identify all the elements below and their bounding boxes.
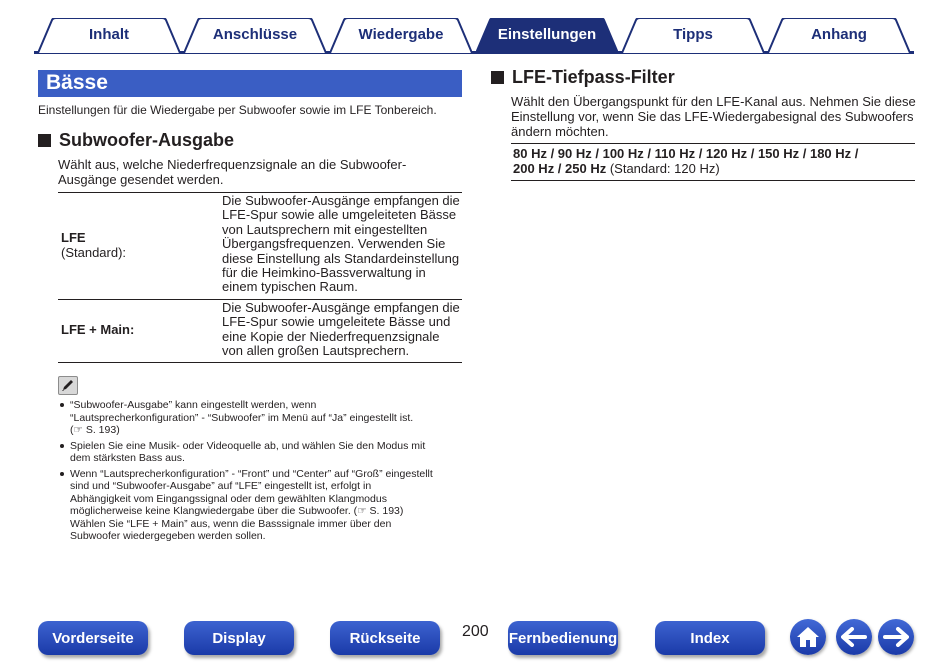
home-icon — [795, 625, 821, 649]
option-value — [222, 193, 462, 299]
tab-label: Inhalt — [89, 26, 129, 43]
desc-line: Einstellung vor, wenn Sie das LFE-Wiedergabesignal des Subwoofers — [511, 109, 914, 124]
lfe-filter-description — [511, 94, 916, 139]
pointing-hand-icon: ☞ — [357, 505, 367, 517]
tab-label: Tipps — [673, 26, 713, 43]
lfe-filter-heading — [491, 67, 675, 88]
option-line: eine Kopie der Niederfrequenzsignale — [222, 328, 440, 344]
page-reference[interactable]: S. 193) — [369, 505, 404, 517]
front-panel-button[interactable] — [38, 621, 148, 655]
square-bullet-icon — [491, 71, 504, 84]
option-key — [61, 230, 126, 260]
note-line: Wenn “Lautsprecherkonfiguration” - “Front” und “Center” auf “Groß” eingestellt — [70, 467, 433, 480]
note-item — [58, 468, 468, 543]
note-line: Abhängigkeit vom Eingangssignal oder dem gewählten Klangmodus — [70, 492, 387, 505]
note-item — [58, 440, 468, 465]
note-item — [58, 399, 468, 437]
tab-anschluesse[interactable] — [184, 18, 326, 51]
option-key-note: (Standard): — [61, 245, 127, 260]
section-intro: Einstellungen für die Wiedergabe per Subwoofer sowie im LFE Tonbereich. — [38, 103, 437, 117]
values-line: 200 Hz / 250 Hz — [513, 161, 607, 176]
display-button[interactable] — [184, 621, 294, 655]
tab-inhalt[interactable] — [38, 18, 180, 51]
index-button[interactable] — [655, 621, 765, 655]
subwoofer-heading-text: Subwoofer-Ausgabe — [59, 130, 235, 150]
option-line: LFE-Spur sowie umgeleitete Bässe und — [222, 314, 451, 330]
option-key — [61, 322, 134, 337]
note-line: Spielen Sie eine Musik- oder Videoquelle ab, und wählen Sie den Modus mit — [70, 439, 426, 452]
values-line: 80 Hz / 90 Hz / 100 Hz / 110 Hz / 120 Hz / 150 Hz / 180 Hz / — [513, 146, 859, 161]
section-title-bar — [38, 70, 462, 97]
note-line: sind und “Subwoofer-Ausgabe” auf “LFE” eingestellt ist, erfolgt in — [70, 480, 372, 492]
lfe-filter-heading-text: LFE-Tiefpass-Filter — [512, 67, 675, 87]
button-label: Display — [212, 629, 266, 647]
option-key-name: LFE + Main: — [61, 322, 135, 337]
lfe-filter-values — [511, 143, 915, 181]
option-line: Die Subwoofer-Ausgänge empfangen die — [222, 300, 460, 315]
tab-anhang[interactable] — [768, 18, 910, 51]
section-title: Bässe — [46, 71, 108, 94]
option-value — [222, 300, 462, 363]
tab-einstellungen[interactable] — [476, 18, 618, 51]
option-row-lfe — [58, 192, 462, 299]
chapter-tabs — [34, 16, 914, 54]
desc-line: ändern möchten. — [511, 124, 609, 139]
desc-line: Wählt den Übergangspunkt für den LFE-Kanal aus. Nehmen Sie diese — [511, 94, 916, 109]
option-line: von Lautsprechern mit eingestellten — [222, 221, 428, 237]
page-number: 200 — [462, 623, 489, 640]
subwoofer-options-table — [58, 192, 462, 363]
rear-panel-button[interactable] — [330, 621, 440, 655]
notes-list — [58, 399, 468, 546]
forward-button[interactable] — [878, 619, 914, 655]
button-label: Vorderseite — [52, 629, 134, 647]
desc-line: Wählt aus, welche Niederfrequenzsignale an die Subwoofer- — [58, 157, 407, 172]
option-key-name: LFE — [61, 230, 86, 245]
tab-label: Wiedergabe — [358, 26, 444, 43]
option-line: für die Heimkino-Bassverwaltung in — [222, 265, 426, 281]
button-label: Rückseite — [349, 629, 421, 647]
note-text: möglicherweise keine Klangwiedergabe über die Subwoofer. — [70, 505, 351, 517]
note-line: “Lautsprecherkonfiguration” - “Subwoofer” im Menü auf “Ja” eingestellt ist. — [70, 411, 414, 424]
option-line: diese Einstellung als Standardeinstellung — [222, 250, 460, 266]
tab-tipps[interactable] — [622, 18, 764, 51]
button-label: Index — [690, 629, 730, 647]
bullet-icon — [60, 472, 64, 476]
back-button[interactable] — [836, 619, 872, 655]
bullet-icon — [60, 403, 64, 407]
note-line: “Subwoofer-Ausgabe” kann eingestellt werden, wenn — [70, 399, 317, 411]
square-bullet-icon — [38, 134, 51, 147]
subwoofer-description — [58, 157, 438, 187]
pencil-icon — [58, 376, 78, 395]
option-line: Übergangsfrequenzen. Verwenden Sie — [222, 236, 446, 252]
button-label: Fernbedienung — [508, 629, 618, 647]
subwoofer-heading — [38, 130, 234, 151]
tab-wiedergabe[interactable] — [330, 18, 472, 51]
tab-label: Anschlüsse — [212, 26, 298, 43]
note-line: möglicherweise keine Klangwiedergabe über die Subwoofer. (☞ S. 193) — [70, 505, 404, 517]
home-button[interactable] — [790, 619, 826, 655]
note-line: (☞ S. 193) — [70, 424, 120, 436]
default-value: (Standard: 120 Hz) — [609, 161, 720, 176]
note-line: dem stärksten Bass aus. — [70, 452, 185, 464]
option-line: einem typischen Raum. — [222, 279, 358, 295]
back-arrow-icon — [841, 627, 867, 647]
option-line: Die Subwoofer-Ausgänge empfangen die — [222, 193, 460, 208]
desc-line: Ausgänge gesendet werden. — [58, 172, 224, 187]
page-reference[interactable]: S. 193) — [85, 424, 120, 436]
remote-control-button[interactable] — [508, 621, 618, 655]
bullet-icon — [60, 444, 64, 448]
pointing-hand-icon: ☞ — [73, 424, 83, 436]
tab-label: Einstellungen — [497, 26, 597, 43]
forward-arrow-icon — [883, 627, 909, 647]
note-line: Subwoofer wiedergegeben werden sollen. — [70, 530, 266, 542]
note-line: Wählen Sie “LFE + Main” aus, wenn die Basssignale immer über den — [70, 517, 392, 530]
tab-label: Anhang — [811, 26, 867, 43]
option-line: LFE-Spur sowie alle umgeleiteten Bässe — [222, 207, 457, 223]
option-row-lfe-main — [58, 299, 462, 363]
option-line: von allen großen Lautsprechern. — [222, 343, 410, 359]
